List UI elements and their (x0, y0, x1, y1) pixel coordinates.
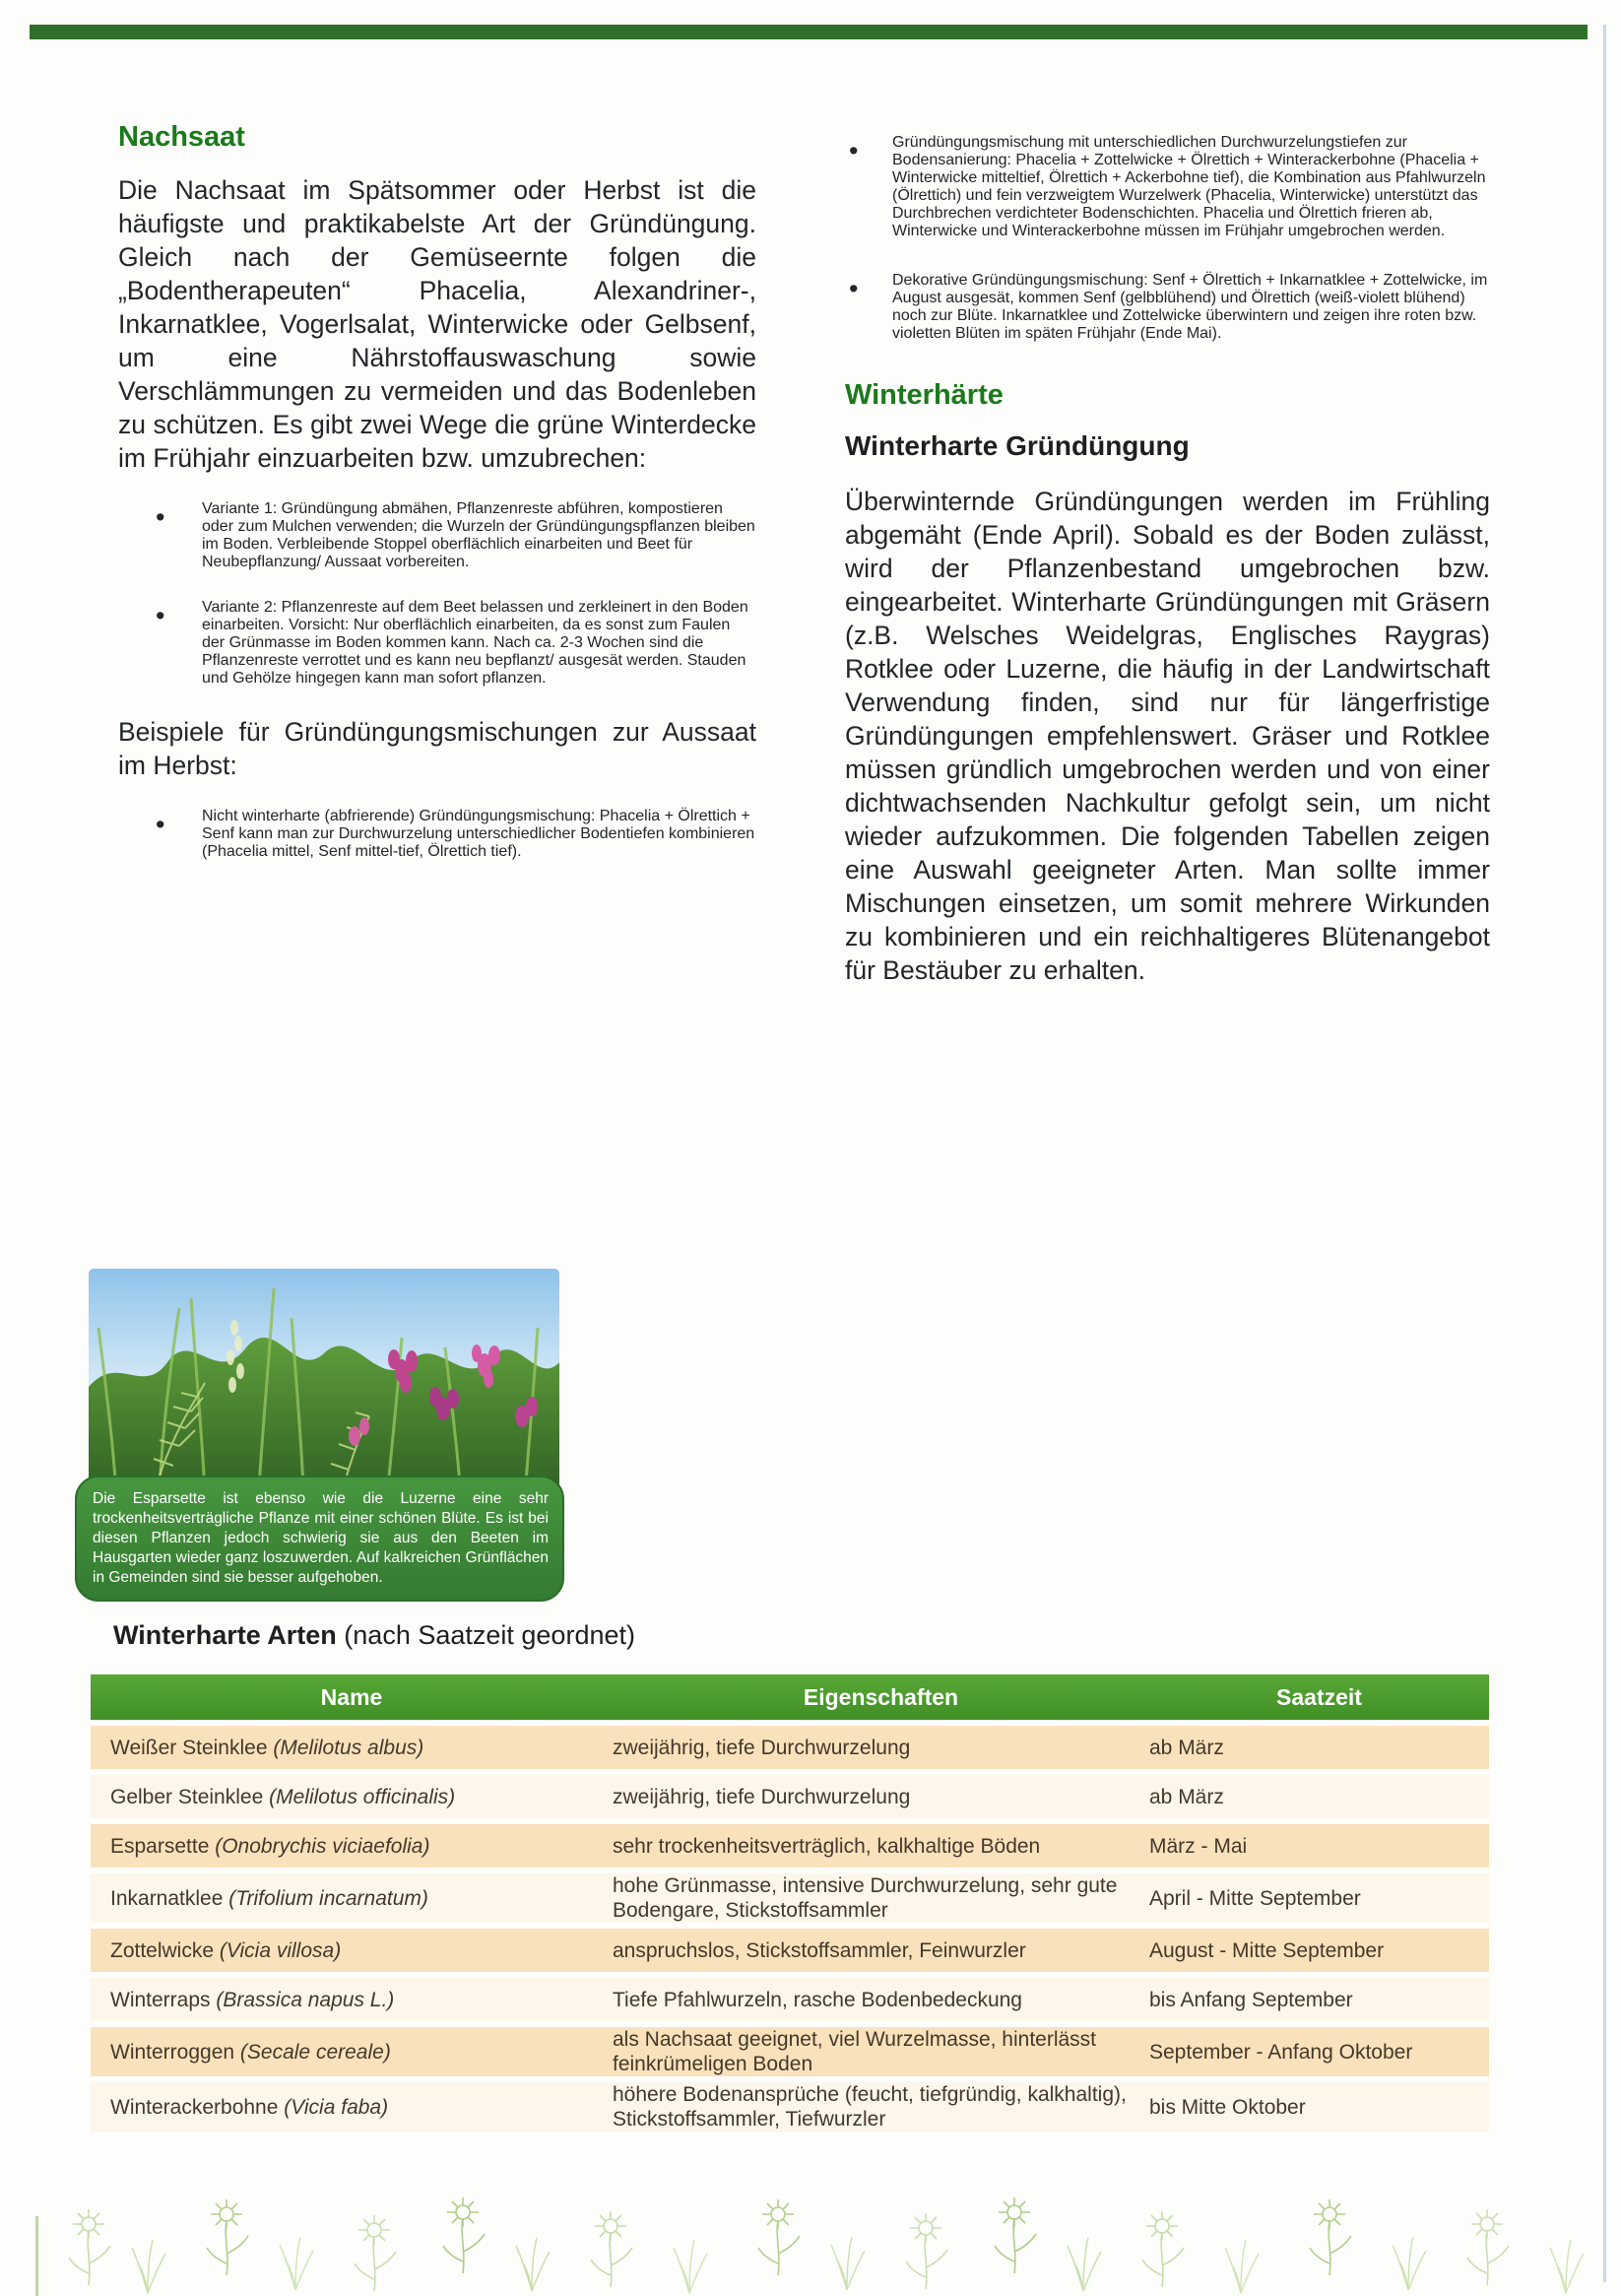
table-row (91, 2082, 1489, 2132)
plant-latin-name: (Vicia villosa) (219, 1938, 342, 1962)
plant-name: Inkarnatklee (110, 1886, 224, 1910)
cell-props: zweijährig, tiefe Durchwurzelung (613, 1736, 911, 1759)
table-title-rest: (nach Saatzeit geordnet) (336, 1620, 635, 1650)
subheading-winterharte-gruenduengung: Winterharte Gründüngung (845, 430, 1190, 461)
plant-name: Winterroggen (110, 2040, 235, 2064)
cell-name (91, 1736, 613, 1760)
cell-time: September - Anfang Oktober (1149, 2040, 1413, 2064)
left-column (118, 120, 756, 888)
table-row (91, 2027, 1489, 2076)
column-header-eigenschaften: Eigenschaften (803, 1683, 959, 1710)
cell-props: Tiefe Pfahlwurzeln, rasche Bodenbedeckung (613, 1988, 1022, 2011)
plant-latin-name: (Secale cereale) (239, 2040, 391, 2064)
bullet-nicht-winterhart-text: • Nicht winterharte (abfrierende) Gründüngungsmischung: Phacelia + Ölrettich + Senf kann man zur Durchwurzelung unterschiedlicher Bodentiefen kombinieren (Phacelia mittel, Senf mittel-tief, Ölrettich tief). (202, 808, 755, 860)
photo-caption: Die Esparsette ist ebenso wie die Luzerne eine sehr trockenheitsverträgliche Pflanze mit einer schönen Blüte. Es ist bei diesen Pflanzen jedoch schwierig sie aus den Beeten im Hausgarten wieder ganz loszuwerden. Auf kalkreichen Grünflächen in Gemeinden sind sie besser aufgehoben. (75, 1476, 564, 1602)
beispiele-paragraph: Beispiele für Gründüngungsmischungen zur Aussaat im Herbst: (118, 717, 756, 780)
right-column (845, 120, 1490, 1013)
cell-time: März - Mai (1149, 1834, 1248, 1858)
column-header-name: Name (320, 1683, 383, 1710)
table-row (91, 1873, 1489, 1923)
winterhaerte-paragraph: Überwinternde Gründüngungen werden im Frühling abgemäht (Ende April). Sobald es der Boden zulässt, wird der Pflanzenbestand umgebrochen bzw. eingearbeitet. Winterharte Gründüngungen mit Gräsern (z.B. Welsches Weidelgras, Englisches Raygras) Rotklee oder Luzerne, die häufig in der Landwirtschaft Verwendung finden, sind nur für längerfristige Gründüngungen empfehlenswert. Gräser und Rotklee müssen gründlich umgebrochen werden und von einer dichtwachsenden Nachkultur gefolgt sein, um nicht wieder aufzukommen. Die folgenden Tabellen zeigen eine Auswahl geeigneter Arten. Man sollte immer Mischungen einsetzen, um somit mehrere Wirkunden zu kombinieren und ein reichhaltigeres Blütenangebot für Bestäuber zu erhalten. (845, 487, 1490, 985)
cell-name (91, 1988, 613, 2012)
plant-latin-name: (Melilotus albus) (273, 1736, 424, 1759)
bullet-dekorativ-text: • Dekorative Gründüngungsmischung: Senf + Ölrettich + Inkarnatklee + Zottelwicke, im August ausgesät, kommen Senf (gelbblühend) und Ölrettich (weiß-violett blühend) noch zur Blüte. Inkarnatklee und Zottelwicke überwintern und zeigen ihre roten bzw. violetten Blüten im späten Frühjahr (Ende Mai). (892, 272, 1488, 342)
table-header-row (91, 1674, 1489, 1720)
cell-time: bis Mitte Oktober (1149, 2095, 1306, 2119)
bullet-variante-1-text: • Variante 1: Gründüngung abmähen, Pflanzenreste abführen, kompostieren oder zum Mulchen verwenden; die Wurzeln der Gründüngungspflanzen bleiben im Boden. Verbleibende Stoppel oberflächlich einarbeiten und Beet für Neubepflanzung/ Aussaat vorbereiten. (202, 500, 755, 570)
bullet-variante-2 (118, 599, 756, 688)
section-heading-nachsaat: Nachsaat (118, 121, 245, 153)
cell-props: zweijährig, tiefe Durchwurzelung (613, 1785, 911, 1808)
cell-props: höhere Bodenansprüche (feucht, tiefgründig, kalkhaltig), Stickstoffsammler, Tiefwurzler (613, 2083, 1127, 2131)
top-border-rule (30, 25, 1588, 39)
cell-props: hohe Grünmasse, intensive Durchwurzelung, sehr gute Bodengare, Stickstoffsammler (613, 1874, 1118, 1922)
meadow-sketch-decoration (0, 2177, 1621, 2296)
right-edge-line (1603, 25, 1606, 2282)
winterharte-arten-table (91, 1674, 1489, 2132)
cell-time: April - Mitte September (1149, 1886, 1361, 1910)
table-row (91, 1978, 1489, 2021)
column-header-saatzeit: Saatzeit (1276, 1683, 1362, 1710)
plant-name: Winterraps (110, 1988, 211, 2011)
plant-name: Esparsette (110, 1834, 210, 1858)
cell-time: ab März (1149, 1736, 1224, 1759)
plant-latin-name: (Melilotus officinalis) (269, 1785, 456, 1808)
cell-name (91, 1785, 613, 1809)
cell-name (91, 1938, 613, 1963)
bullet-nicht-winterhart (118, 808, 756, 861)
table-title (113, 1620, 635, 1651)
cell-name (91, 2095, 613, 2120)
table-row (91, 1775, 1489, 1818)
plant-name: Weißer Steinklee (110, 1736, 268, 1759)
bullet-bodensanierung (845, 134, 1490, 240)
cell-props: anspruchslos, Stickstoffsammler, Feinwurzler (613, 1938, 1026, 1962)
bullet-variante-2-text: • Variante 2: Pflanzenreste auf dem Beet belassen und zerkleinert in den Boden einarbeiten. Vorsicht: Nur oberflächlich einarbeiten, da es sonst zum Faulen der Grünmasse im Boden kommen kann. Nach ca. 2-3 Wochen sind die Pflanzenreste verrottet und es kann neu bepflanzt/ ausgesät werden. Stauden und Gehölze hingegen kann man sofort pflanzen. (202, 599, 748, 687)
plant-latin-name: (Onobrychis viciaefolia) (215, 1834, 430, 1858)
bullet-variante-1 (118, 500, 756, 571)
cell-props: als Nachsaat geeignet, viel Wurzelmasse, hinterlässt feinkrümeligen Boden (613, 2028, 1097, 2075)
plant-name: Zottelwicke (110, 1938, 215, 1962)
section-heading-winterhaerte: Winterhärte (845, 379, 1004, 411)
table-row (91, 1726, 1489, 1769)
cell-time: bis Anfang September (1149, 1988, 1353, 2011)
meadow-sketch-svg (0, 2177, 1621, 2296)
cell-name (91, 1834, 613, 1859)
plant-latin-name: (Vicia faba) (284, 2095, 389, 2119)
nachsaat-intro-paragraph: Die Nachsaat im Spätsommer oder Herbst ist die häufigste und praktikabelste Art der Gründüngung. Gleich nach der Gemüseernte folgen die „Bodentherapeuten“ Phacelia, Alexandriner-, Inkarnatklee, Vogerlsalat, Winterwicke oder Gelbsenf, um eine Nährstoffauswaschung sowie Verschlämmungen zu vermeiden und das Bodenleben zu schützen. Es gibt zwei Wege die grüne Winterdecke im Frühjahr einzuarbeiten bzw. umzubrechen: (118, 175, 756, 473)
cell-time: ab März (1149, 1785, 1224, 1808)
table-row (91, 1824, 1489, 1868)
cell-name (91, 2040, 613, 2065)
cell-props: sehr trockenheitsverträglich, kalkhaltige Böden (613, 1834, 1041, 1858)
cell-name (91, 1886, 613, 1911)
table-row (91, 1929, 1489, 1972)
bullet-bodensanierung-text: • Gründüngungsmischung mit unterschiedlichen Durchwurzelungstiefen zur Bodensanierung: Phacelia + Zottelwicke + Ölrettich + Winterackerbohne (Phacelia + Winterwicke mitteltief, Ölrettich + Ackerbohne tief), die Kombination aus Pfahlwurzeln (Ölrettich) und fein verzweigtem Wurzelwerk (Phacelia, Winterwicke) unterstützt das Durchbrechen verdichteter Bodenschichten. Phacelia und Ölrettich frieren ab, Winterwicke und Winterackerbohne müssen im Frühjahr umgebrochen werden. (892, 134, 1486, 239)
bullet-dekorativ (845, 272, 1490, 343)
cell-time: August - Mitte September (1149, 1938, 1385, 1962)
plant-name: Gelber Steinklee (110, 1785, 264, 1808)
plant-name: Winterackerbohne (110, 2095, 279, 2119)
plant-latin-name: (Trifolium incarnatum) (228, 1886, 428, 1910)
table-title-bold: Winterharte Arten (113, 1620, 337, 1650)
plant-latin-name: (Brassica napus L.) (216, 1988, 395, 2011)
